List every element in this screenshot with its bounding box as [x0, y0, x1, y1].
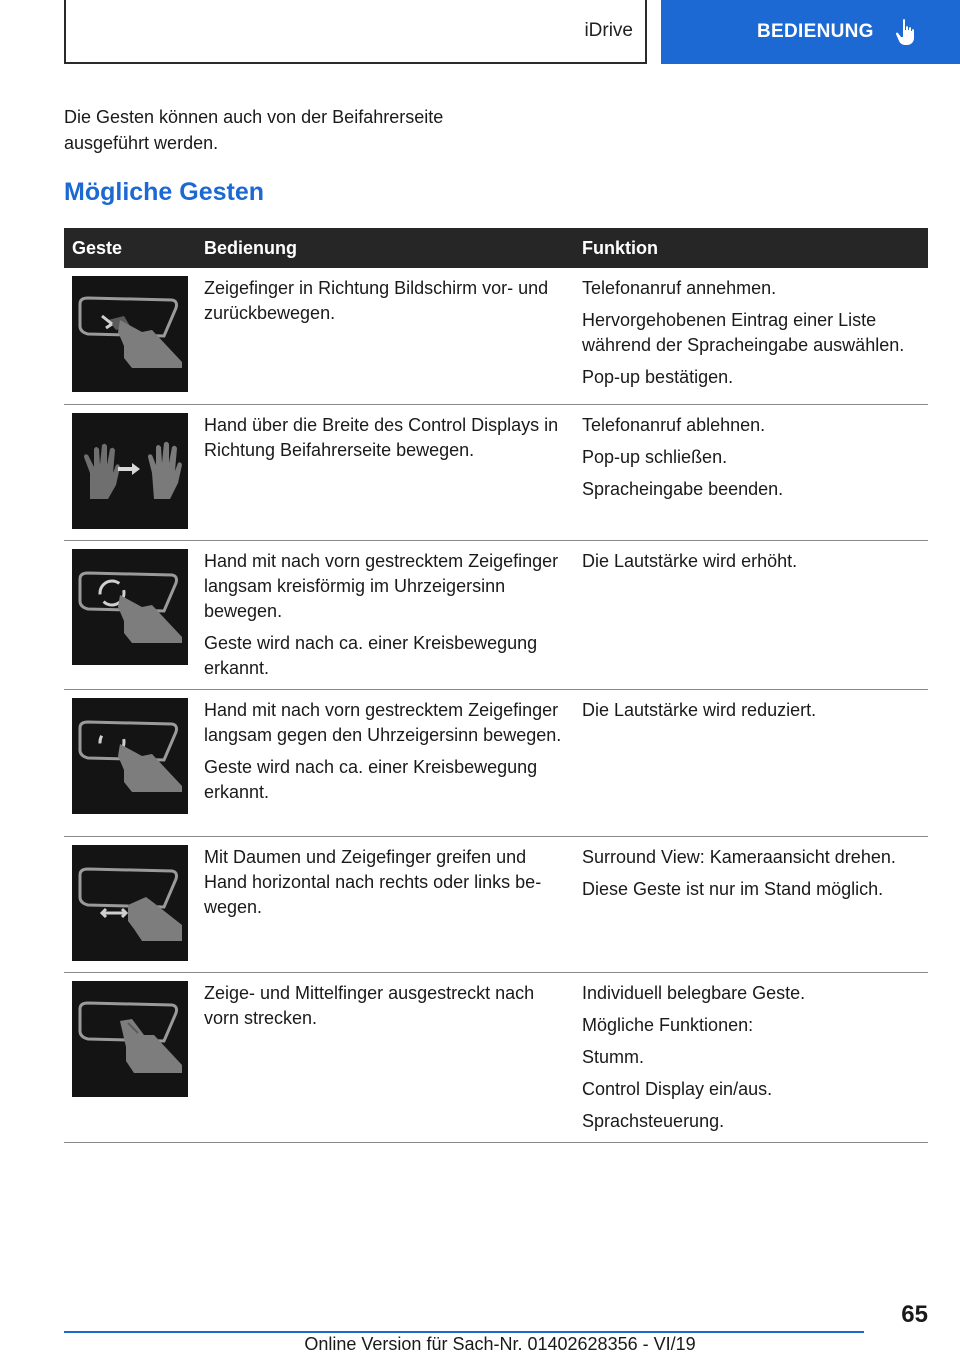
function-text: Telefonanruf ablehnen. [582, 414, 766, 435]
hand-swipe-gesture-icon [72, 413, 188, 529]
function-text: Telefonanruf annehmen. [582, 278, 777, 298]
gesture-cell [64, 268, 196, 404]
section-heading: Mögliche Gesten [64, 178, 265, 206]
header-section-title: iDrive [584, 20, 633, 41]
header-chapter-tab [661, 0, 960, 64]
column-header-gesture: Geste [64, 228, 196, 268]
footer-divider [64, 1331, 864, 1333]
function-text: Pop-up schließen. [582, 446, 728, 467]
operation-text: Hand mit nach vorn gestrecktem Zeigefinger langsam kreisförmig im Uhrzeigersinn bewegen. [204, 550, 559, 621]
hand-pointer-icon [894, 18, 920, 46]
finger-tap-gesture-icon [72, 276, 188, 392]
two-finger-point-gesture-icon [72, 981, 188, 1097]
operation-text: Zeige- und Mittelfinger ausgestreckt nach vorn strecken. [204, 982, 535, 1028]
column-header-operation: Bedienung [196, 228, 574, 268]
gesture-cell [64, 689, 196, 836]
table-row [64, 836, 928, 972]
gesture-cell [64, 404, 196, 540]
operation-cell [196, 540, 574, 689]
table-row [64, 689, 928, 836]
gesture-cell [64, 540, 196, 689]
function-cell [574, 972, 928, 1142]
gesture-table [64, 228, 928, 1143]
function-text: Die Lautstärke wird erhöht. [582, 550, 798, 571]
operation-cell [196, 972, 574, 1142]
operation-text: Geste wird nach ca. einer Kreisbewegung erkannt. [204, 632, 538, 678]
finger-circle-counterclockwise-gesture-icon [72, 698, 188, 814]
gesture-cell [64, 972, 196, 1142]
column-header-function: Funktion [574, 228, 928, 268]
function-text: Hervorgehobenen Eintrag einer Liste während der Spracheingabe auswählen. [582, 310, 905, 355]
table-row [64, 268, 928, 404]
function-cell [574, 404, 928, 540]
intro-paragraph: Die Gesten können auch von der Beifahrerseite ausgeführt werden. [64, 107, 444, 153]
function-text: Mögliche Funktionen: [582, 1014, 754, 1035]
function-text: Sprachsteuerung. [582, 1110, 725, 1131]
function-cell [574, 836, 928, 972]
footer-edition: Online Version für Sach-Nr. 01402628356 - VI/19 [304, 1334, 696, 1354]
function-cell [574, 689, 928, 836]
header-chapter-title: BEDIENUNG [757, 21, 874, 42]
pinch-rotate-gesture-icon [72, 845, 188, 961]
function-text: Pop-up bestätigen. [582, 367, 734, 387]
operation-cell [196, 689, 574, 836]
header-section-box [64, 0, 647, 64]
table-row [64, 972, 928, 1142]
function-text: Control Display ein/aus. [582, 1078, 773, 1099]
operation-text: Mit Daumen und Zeigefinger greifen und Hand horizontal nach rechts oder links bewegen. [204, 846, 542, 917]
operation-text: Hand über die Breite des Control Displays in Richtung Beifahrerseite bewegen. [204, 414, 559, 460]
operation-cell [196, 268, 574, 404]
function-cell [574, 540, 928, 689]
operation-text: Geste wird nach ca. einer Kreisbewegung erkannt. [204, 756, 538, 802]
function-text: Individuell belegbare Geste. [582, 982, 806, 1003]
function-text: Surround View: Kameraansicht drehen. [582, 846, 896, 867]
function-text: Stumm. [582, 1046, 645, 1067]
function-text: Spracheingabe beenden. [582, 478, 784, 499]
function-text: Diese Geste ist nur im Stand möglich. [582, 878, 884, 899]
operation-text: Zeigefinger in Richtung Bildschirm vor- und zurückbewegen. [204, 278, 549, 323]
function-cell [574, 268, 928, 404]
table-row [64, 404, 928, 540]
table-header-row [64, 228, 928, 268]
operation-cell [196, 836, 574, 972]
table-row [64, 540, 928, 689]
operation-cell [196, 404, 574, 540]
page-number: 65 [901, 1301, 928, 1328]
function-text: Die Lautstärke wird reduziert. [582, 699, 817, 720]
gesture-cell [64, 836, 196, 972]
finger-circle-clockwise-gesture-icon [72, 549, 188, 665]
operation-text: Hand mit nach vorn gestrecktem Zeigefinger langsam gegen den Uhrzeigersinn bewegen. [204, 699, 562, 745]
